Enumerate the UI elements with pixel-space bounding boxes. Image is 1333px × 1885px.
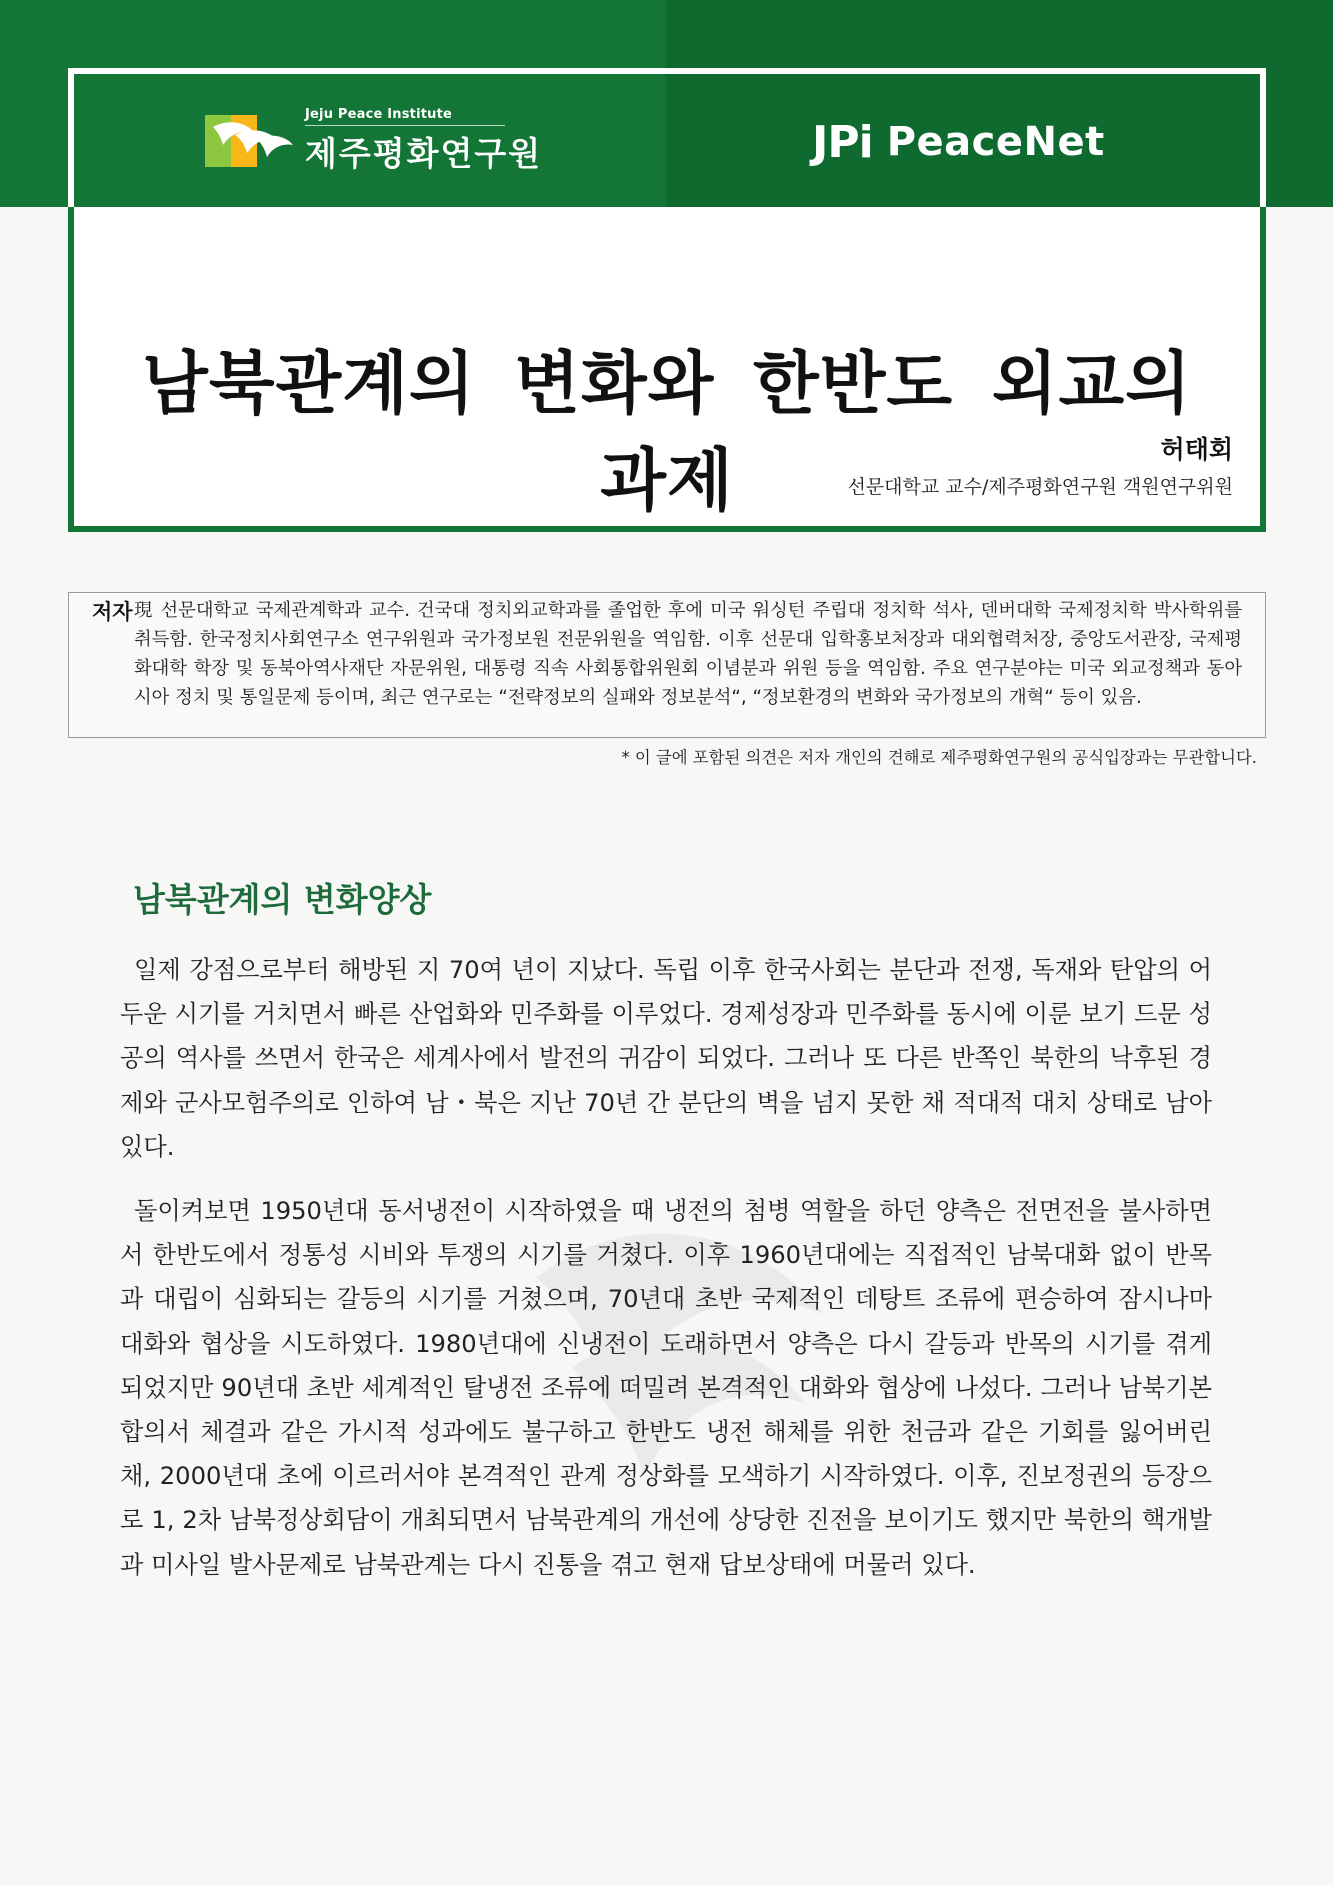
jpi-peacenet-logo xyxy=(812,112,1105,172)
body-paragraph-1: 일제 강점으로부터 해방된 지 70여 년이 지났다. 독립 이후 한국사회는 분단과 전쟁, 독재와 탄압의 어두운 시기를 거치면서 빠른 산업화와 민주화를 이루었다. 경제성장과 민주화를 동시에 이룬 보기 드문 성공의 역사를 쓰면서 한국은 세계사에서 발전의 귀감이 되었다. 그러나 또 다른 반쪽인 북한의 낙후된 경제와 군사모험주의로 인하여 남・북은 지난 70년 간 분단의 벽을 넘지 못한 채 적대적 대치 상태로 남아 있다. xyxy=(120,956,1212,1161)
logo-korean-name: 제주평화연구원 xyxy=(305,134,543,173)
section-heading: 남북관계의 변화양상 xyxy=(133,880,432,919)
body-paragraph-2: 돌이켜보면 1950년대 동서냉전이 시작하였을 때 냉전의 첨병 역할을 하던 양측은 전면전을 불사하면서 한반도에서 정통성 시비와 투쟁의 시기를 거쳤다. 이후 1960년대에는 직접적인 남북대화 없이 반목과 대립이 심화되는 갈등의 시기를 거쳤으며, 70년대 초반 국제적인 데탕트 조류에 편승하여 잠시나마 대화와 협상을 시도하였다. 1980년대에 신냉전이 도래하면서 양측은 다시 갈등과 반목의 시기를 겪게 되었지만 90년대 초반 세계적인 탈냉전 조류에 떠밀려 본격적인 대화와 협상에 나섰다. 그러나 남북기본합의서 체결과 같은 가시적 성과에도 불구하고 한반도 냉전 해체를 위한 천금과 같은 기회를 잃어버린 채, 2000년대 초에 이르러서야 본격적인 관계 정상화를 모색하기 시작하였다. 이후, 진보정권의 등장으로 1, 2차 남북정상회담이 개최되면서 남북관계의 개선에 상당한 진전을 보이기도 했지만 북한의 핵개발과 미사일 발사문제로 남북관계는 다시 진통을 겪고 현재 답보상태에 머물러 있다. xyxy=(120,1197,1212,1579)
author-name: 허태회 xyxy=(1160,435,1233,464)
bio-label: 저자 xyxy=(92,600,133,624)
jpi-mark: JPi xyxy=(812,116,873,168)
page-title: 남북관계의 변화와 한반도 외교의 과제 xyxy=(142,345,1192,521)
dove-logo-icon xyxy=(205,111,293,171)
jeju-peace-institute-logo xyxy=(205,108,542,174)
author-affiliation: 선문대학교 교수/제주평화연구원 객원연구위원 xyxy=(847,476,1233,498)
bio-text: 現 선문대학교 국제관계학과 교수. 건국대 정치외교학과를 졸업한 후에 미국 워싱턴 주립대 정치학 석사, 덴버대학 국제정치학 박사학위를 취득함. 한국정치사회연구소 연구위원과 국가정보원 전문위원을 역임함. 이후 선문대 입학홍보처장과 대외협력처장, 중앙도서관장, 국제평화대학 학장 및 동북아역사재단 자문위원, 대통령 직속 사회통합위원회 이념분과 위원 등을 역임함. 주요 연구분야는 미국 외교정책과 동아시아 정치 및 통일문제 등이며, 최근 연구로는 “전략정보의 실패와 정보분석“, “정보환경의 변화와 국가정보의 개혁“ 등이 있음. xyxy=(134,600,1242,708)
logo-english-name: Jeju Peace Institute xyxy=(305,107,505,126)
disclaimer: * 이 글에 포함된 의견은 저자 개인의 견해로 제주평화연구원의 공식입장과는 무관합니다. xyxy=(621,748,1257,767)
peacenet-wordmark: PeaceNet xyxy=(886,119,1105,165)
